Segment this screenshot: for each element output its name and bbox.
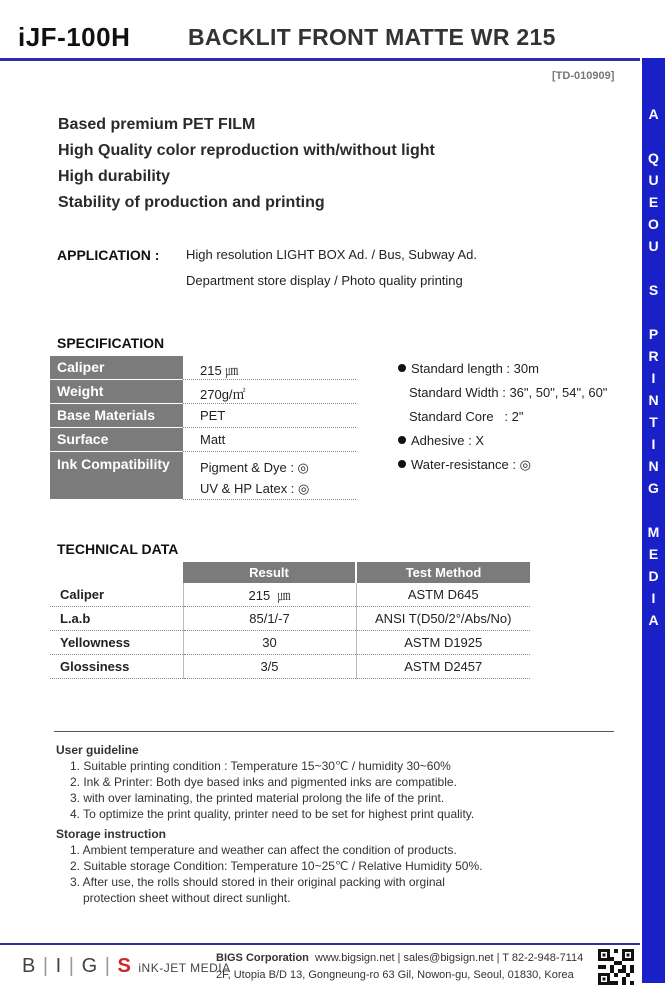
table-row: [50, 583, 530, 607]
application-label: APPLICATION :: [57, 247, 160, 263]
qr-code-icon: [598, 949, 634, 985]
spec-adhesive: [398, 433, 484, 448]
footer-contact-line: [216, 952, 583, 964]
storage-item: 1. Ambient temperature and weather can affect the condition of products.: [70, 843, 457, 857]
sidebar-char: Q: [648, 150, 659, 166]
logo-separator: |: [42, 955, 50, 977]
user-guideline-title: User guideline: [56, 743, 139, 757]
sidebar-char: N: [648, 458, 659, 474]
feature-item: High Quality color reproduction with/without light: [58, 142, 435, 159]
table-cell-method: ANSI T(D50/2°/Abs/No): [356, 607, 530, 631]
company-contact: www.bigsign.net | sales@bigsign.net | T 82-2-948-7114: [315, 952, 584, 964]
spec-value: 215 ㎛: [200, 363, 239, 378]
product-title: BACKLIT FRONT MATTE WR 215: [188, 24, 556, 50]
logo-tagline: iNK-JET MEDIA: [138, 961, 231, 975]
spec-right-text: Adhesive : X: [411, 433, 484, 448]
specification-title: SPECIFICATION: [57, 335, 165, 351]
bullet-icon: [398, 460, 406, 468]
table-header-row: [50, 562, 530, 583]
logo-letter-s: S: [117, 955, 132, 977]
sidebar-char: O: [648, 216, 659, 232]
spec-row-caliper: [50, 356, 356, 380]
table-row-label: L.a.b: [50, 607, 183, 631]
spec-water-resistance: [398, 457, 531, 473]
table-row: [50, 631, 530, 655]
sidebar-char: R: [648, 348, 659, 364]
table-header-empty: [50, 562, 183, 583]
logo-letter: B: [22, 955, 37, 977]
table-row-label: Caliper: [50, 583, 183, 607]
table-cell-result: 3/5: [183, 655, 356, 679]
spec-right-text: Water-resistance : ◎: [411, 457, 531, 472]
guideline-item: 2. Ink & Printer: Both dye based inks and pigmented inks are compatible.: [70, 775, 457, 789]
sidebar-char: U: [648, 238, 659, 254]
spec-row-surface: [50, 428, 356, 452]
spec-row-ink-compatibility: [50, 452, 356, 500]
sidebar-char: G: [648, 480, 659, 496]
footer-divider: [0, 943, 640, 945]
spec-row-base-materials: [50, 404, 356, 428]
bullet-icon: [398, 364, 406, 372]
table-header-test-method: Test Method: [356, 562, 530, 583]
application-line: High resolution LIGHT BOX Ad. / Bus, Subway Ad.: [186, 247, 477, 262]
feature-item: Based premium PET FILM: [58, 116, 256, 133]
table-cell-result: 85/1/-7: [183, 607, 356, 631]
bigs-logo: [22, 955, 231, 978]
table-row-label: Yellowness: [50, 631, 183, 655]
spec-value: Matt: [200, 432, 226, 447]
spec-value: PET: [200, 408, 226, 423]
spec-row-weight: [50, 380, 356, 404]
logo-separator: |: [68, 955, 75, 977]
table-row: [50, 607, 530, 631]
sidebar-char: N: [648, 392, 659, 408]
sidebar-char: I: [651, 590, 656, 606]
sidebar-char: I: [651, 370, 656, 386]
feature-item: High durability: [58, 168, 170, 185]
technical-data-table: [50, 562, 530, 679]
model-name: iJF-100H: [18, 22, 131, 52]
spec-label: Weight: [50, 380, 183, 403]
table-row-label: Glossiness: [50, 655, 183, 679]
section-divider: [54, 731, 614, 732]
company-name: BIGS Corporation: [216, 952, 309, 964]
spec-value: Pigment & Dye : ◎: [200, 460, 309, 475]
sidebar-char: A: [648, 106, 659, 122]
spec-standard-length: [398, 361, 539, 376]
storage-item: protection sheet without direct sunlight.: [83, 891, 291, 905]
spec-value: 270g/㎡: [200, 387, 246, 402]
spec-label: Surface: [50, 428, 183, 451]
spec-standard-width: Standard Width : 36", 50", 54", 60": [409, 385, 608, 400]
logo-separator: |: [104, 955, 111, 977]
sidebar-char: S: [648, 282, 659, 298]
feature-item: Stability of production and printing: [58, 194, 325, 211]
table-cell-method: ASTM D2457: [356, 655, 530, 679]
guideline-item: 1. Suitable printing condition : Temperature 15~30℃ / humidity 30~60%: [70, 759, 451, 773]
logo-letter: G: [81, 955, 99, 977]
spec-standard-core: Standard Core : 2": [409, 409, 524, 424]
spec-label: Base Materials: [50, 404, 183, 427]
table-cell-method: ASTM D645: [356, 583, 530, 607]
storage-item: 2. Suitable storage Condition: Temperature 10~25℃ / Relative Humidity 50%.: [70, 859, 483, 873]
bullet-icon: [398, 436, 406, 444]
application-line: Department store display / Photo quality printing: [186, 273, 463, 288]
sidebar-vertical-title: [642, 58, 665, 983]
table-cell-result: 215 ㎛: [183, 583, 356, 607]
table-cell-method: ASTM D1925: [356, 631, 530, 655]
storage-instruction-title: Storage instruction: [56, 827, 167, 841]
sidebar-char: M: [647, 524, 660, 540]
sidebar-char: E: [648, 194, 659, 210]
document-id: [TD-010909]: [552, 70, 615, 82]
table-row: [50, 655, 530, 679]
spec-label: Caliper: [50, 356, 183, 379]
guideline-item: 3. with over laminating, the printed material prolong the life of the print.: [70, 791, 445, 805]
logo-letter: I: [55, 955, 63, 977]
spec-value: UV & HP Latex : ◎: [200, 481, 310, 496]
guideline-item: 4. To optimize the print quality, printer need to be set for highest print quality.: [70, 807, 475, 821]
spec-right-text: Standard length : 30m: [411, 361, 539, 376]
sidebar-char: T: [649, 414, 658, 430]
company-address: 2F, Utopia B/D 13, Gongneung-ro 63 Gil, Nowon-gu, Seoul, 01830, Korea: [216, 969, 574, 981]
sidebar-char: A: [648, 612, 659, 628]
sidebar-char: U: [648, 172, 659, 188]
sidebar-char: P: [648, 326, 659, 342]
header-divider: [0, 58, 640, 61]
spec-label: Ink Compatibility: [50, 452, 183, 499]
technical-data-title: TECHNICAL DATA: [57, 541, 179, 557]
table-cell-result: 30: [183, 631, 356, 655]
sidebar-char: E: [648, 546, 659, 562]
sidebar-char: I: [651, 436, 656, 452]
sidebar-char: D: [648, 568, 659, 584]
storage-item: 3. After use, the rolls should stored in their original packing with orginal: [70, 875, 445, 889]
table-header-result: Result: [183, 562, 356, 583]
